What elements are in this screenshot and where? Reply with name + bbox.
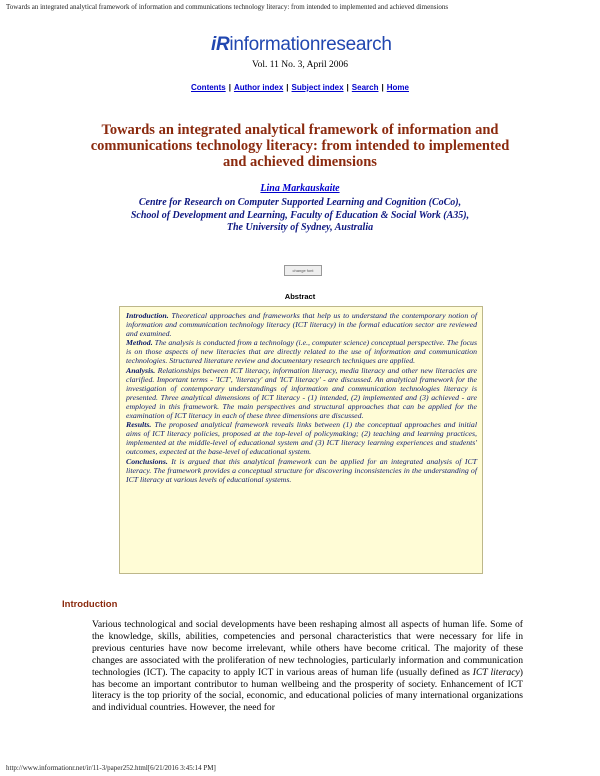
volume-info: Vol. 11 No. 3, April 2006 xyxy=(251,60,349,70)
site-logo[interactable] xyxy=(211,34,392,56)
abstract-method xyxy=(126,338,477,365)
affiliation-line-1: Centre for Research on Computer Supported Learning and Cognition (CoCo), xyxy=(138,197,462,208)
abstract-text: The proposed analytical framework reveals links between (1) the conceptual approaches and initial aims of ICT literacy policies, proposed at the top-level of policymaking; (2) teaching and learning practices, implemented at the middle-level of educational system and (3) ICT literacy learning experiences and students' outcomes, expected at the base-level of educational system. xyxy=(126,420,477,457)
print-footer: http://www.informationr.net/ir/11-3/paper252.html[6/21/2016 3:45:14 PM] xyxy=(6,764,216,772)
author-line xyxy=(0,183,600,194)
author-link[interactable]: Lina Markauskaite xyxy=(260,183,340,194)
abstract-text: It is argued that this analytical framework can be applied for an integrated analysis of ICT literacy. The framework provides a conceptual structure for discovering inconsistencies in the understanding of ICT literacy at various levels of educational systems. xyxy=(126,456,477,484)
abstract-introduction xyxy=(126,311,477,338)
section-heading-introduction: Introduction xyxy=(62,599,118,610)
abstract-label: Conclusions. xyxy=(126,456,168,466)
nav-separator: | xyxy=(286,83,289,92)
nav-search-link[interactable]: Search xyxy=(351,83,379,92)
abstract-results xyxy=(126,420,477,456)
abstract-text: Theoretical approaches and frameworks that help us to understand the contemporary notion of information and communication technology literacy (ICT literacy) in the formal education sector are reviewed and examined. xyxy=(126,311,477,339)
abstract-text: The analysis is conducted from a technology (i.e., computer science) conceptual perspective. The focus is on those aspects of new literacies that are directly related to the use of information and communication technologies. Structured literature review and documentary research techniques are applied. xyxy=(126,338,477,366)
nav-separator: | xyxy=(381,83,384,92)
abstract-heading: Abstract xyxy=(284,292,316,301)
paragraph-text: ) has become an important contributor to human wellbeing and the prosperity of society. Enhancement of ICT literacy is the top priority of the social, economic, and educational policies of many international organizations and individual countries. However, the need for xyxy=(92,666,523,714)
nav-bar xyxy=(0,83,600,92)
abstract-analysis xyxy=(126,366,477,421)
abstract-text: Relationships between ICT literacy, information literacy, media literacy and other new literacies are clarified. Important terms - 'ICT', 'literacy' and 'ICT literacy' - are discussed. An analytical framework for the investigation of contemporary understandings of information and communication technologies literacy is presented. Three analytical dimensions of ICT literacy - (1) intended, (2) implemented and (3) achieved - are employed in this framework. The main perspectives and structural approaches that can be applied for the examination of ICT literacy in each of these three dimensions are discussed. xyxy=(126,365,477,421)
nav-home-link[interactable]: Home xyxy=(386,83,409,92)
logo-research: research xyxy=(320,34,392,55)
nav-contents-link[interactable]: Contents xyxy=(191,83,226,92)
print-header: Towards an integrated analytical framework of information and communications technology literacy: from intended to implemented and achieved dimensions xyxy=(6,3,449,11)
abstract-label: Analysis. xyxy=(126,365,156,375)
abstract-conclusions xyxy=(126,457,477,484)
body-paragraph xyxy=(92,619,523,714)
paragraph-emphasis: ICT literacy xyxy=(472,666,520,678)
abstract-box xyxy=(119,306,483,574)
change-font-button[interactable]: change font xyxy=(284,265,322,276)
nav-author-index-link[interactable]: Author index xyxy=(233,83,284,92)
affiliation-line-3: The University of Sydney, Australia xyxy=(226,222,374,233)
nav-separator: | xyxy=(228,83,231,92)
abstract-label: Method. xyxy=(126,338,153,348)
abstract-label: Results. xyxy=(126,420,152,430)
paper-title: Towards an integrated analytical framework of information and communications technology literacy: from intended to implemented and achieved dimensions xyxy=(90,122,510,170)
affiliation xyxy=(60,197,540,235)
nav-subject-index-link[interactable]: Subject index xyxy=(291,83,344,92)
logo-information: information xyxy=(229,34,321,55)
nav-separator: | xyxy=(346,83,349,92)
logo-ir: iR xyxy=(211,34,230,55)
paragraph-text: Various technological and social developments have been reshaping almost all aspects of human life. Some of the knowledge, skills, abilities, competencies and personal characteristics that were necessary for life in previous centuries have now become irrelevant, while others have become critical. The majority of these changes are associated with the proliferation of new technologies, particularly information and communication technologies (ICT). The capacity to apply ICT in various areas of human life (usually defined as xyxy=(92,619,523,678)
abstract-label: Introduction. xyxy=(126,311,169,320)
affiliation-line-2: School of Development and Learning, Faculty of Education & Social Work (A35), xyxy=(130,209,470,221)
